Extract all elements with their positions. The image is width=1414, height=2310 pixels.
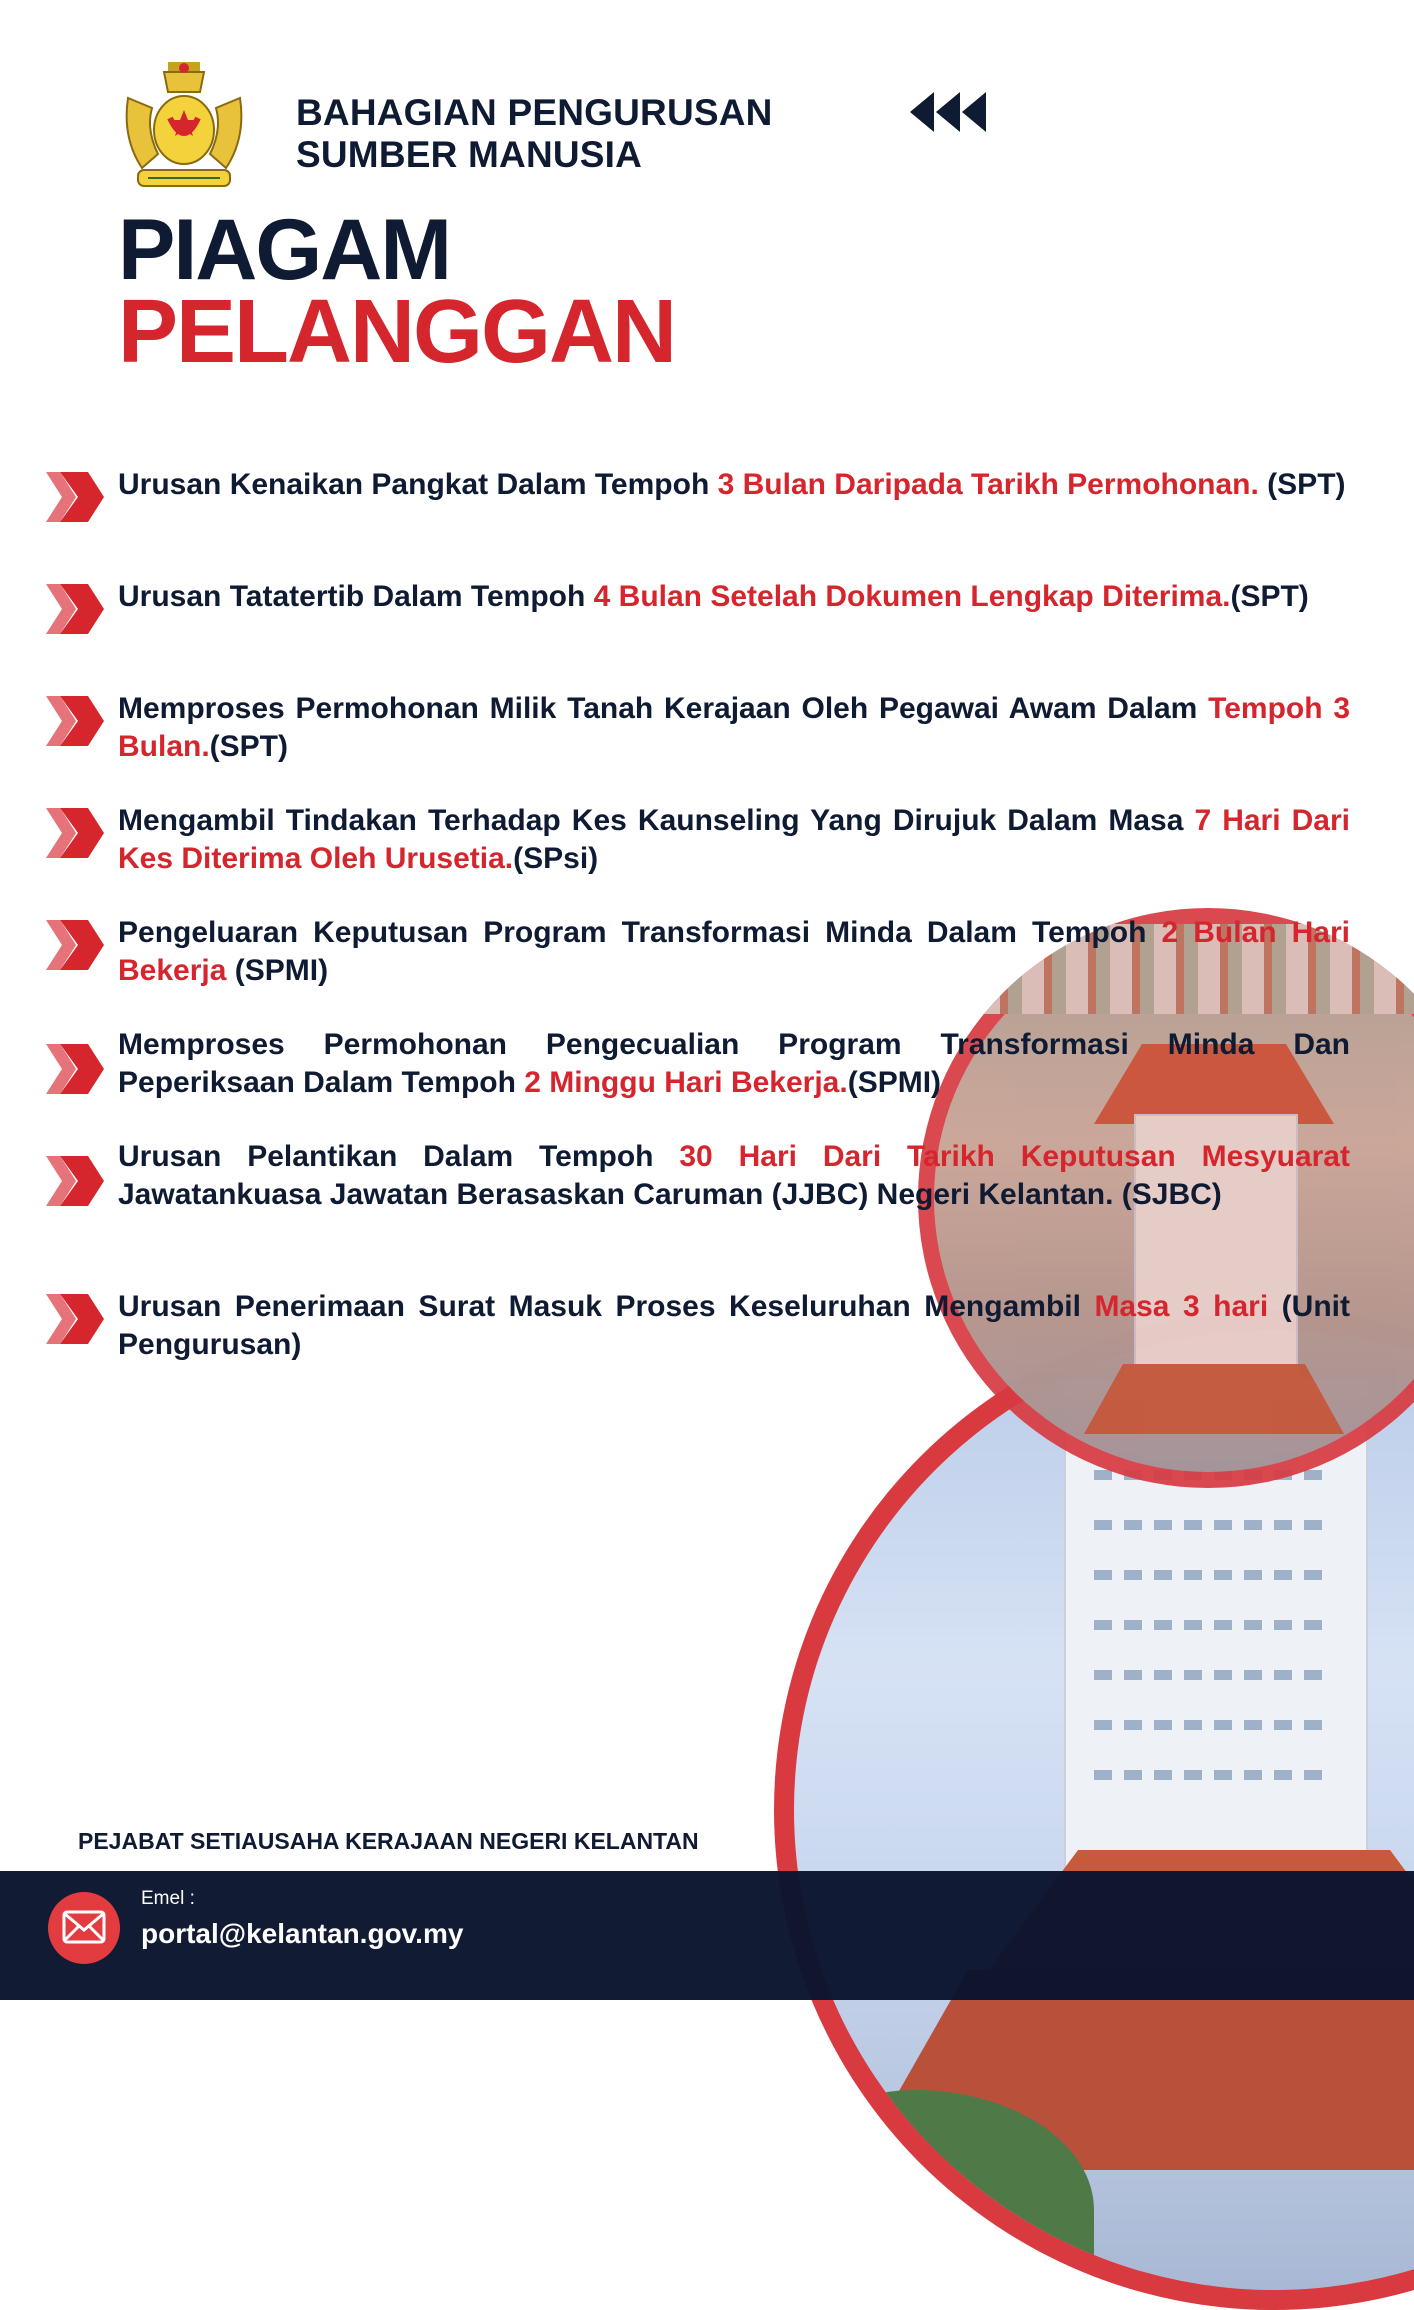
- list-item-text: [118, 1026, 1350, 1102]
- item-text-plain: Urusan Tatatertib Dalam Tempoh: [118, 580, 594, 613]
- item-text-unit: (SPT): [1230, 580, 1309, 613]
- item-text-highlight: 3 Bulan Daripada Tarikh Permohonan.: [717, 468, 1259, 501]
- triple-back-arrow-icon: [910, 92, 992, 132]
- item-text-plain: Pengeluaran Keputusan Program Transformasi Minda Dalam Tempoh: [118, 916, 1162, 949]
- item-text-unit: (SPsi): [513, 842, 599, 875]
- chevron-right-icon: [46, 472, 104, 522]
- item-text-highlight: Masa 3 hari: [1094, 1290, 1269, 1323]
- title-pelanggan: PELANGGAN: [118, 282, 676, 382]
- email-icon-circle: [48, 1892, 120, 1964]
- chevron-right-icon: [46, 1044, 104, 1094]
- department-line-1: BAHAGIAN PENGURUSAN: [296, 92, 773, 133]
- item-text-highlight: 2 Bulan Hari Bekerja: [118, 916, 1350, 987]
- state-crest-icon: [118, 58, 250, 196]
- chevron-right-icon: [46, 808, 104, 858]
- item-text-plain: Urusan Kenaikan Pangkat Dalam Tempoh: [118, 468, 718, 501]
- item-text-unit: (SPT): [1258, 468, 1346, 501]
- list-item-text: [118, 1288, 1350, 1364]
- email-label: Emel :: [141, 1888, 195, 1909]
- item-text-plain: Memproses Permohonan Pengecualian Program Transformasi Minda Dan Peperiksaan Dalam Tempoh: [118, 1028, 1350, 1099]
- item-text-unit: (SPMI): [847, 1066, 942, 1099]
- list-item-text: [118, 466, 1350, 504]
- chevron-right-icon: [46, 584, 104, 634]
- item-text-highlight: 7 Hari Dari Kes Diterima Oleh Urusetia.: [118, 804, 1350, 875]
- chevron-right-icon: [46, 1294, 104, 1344]
- item-text-highlight: 30 Hari Dari Tarikh Keputusan Mesyuarat: [679, 1140, 1350, 1173]
- list-item-text: [118, 802, 1350, 878]
- title-piagam: PIAGAM: [118, 202, 450, 298]
- item-text-unit: (SPT): [209, 730, 288, 763]
- department-name: [296, 92, 773, 176]
- item-text-highlight: 4 Bulan Setelah Dokumen Lengkap Diterima.: [593, 580, 1231, 613]
- item-text-plain: Memproses Permohonan Milik Tanah Kerajaan Oleh Pegawai Awam Dalam: [118, 692, 1209, 725]
- chevron-right-icon: [46, 1156, 104, 1206]
- list-item-text: [118, 578, 1350, 616]
- item-text-plain: Mengambil Tindakan Terhadap Kes Kaunseling Yang Dirujuk Dalam Masa: [118, 804, 1195, 837]
- email-link[interactable]: portal@kelantan.gov.my: [141, 1918, 464, 1949]
- item-text-unit: Jawatankuasa Jawatan Berasaskan Caruman (JJBC) Negeri Kelantan. (SJBC): [118, 1178, 1222, 1211]
- department-line-2: SUMBER MANUSIA: [296, 134, 643, 175]
- list-item-text: [118, 1138, 1350, 1214]
- chevron-right-icon: [46, 696, 104, 746]
- item-text-highlight: Tempoh 3 Bulan.: [118, 692, 1351, 763]
- office-name: PEJABAT SETIAUSAHA KERAJAAN NEGERI KELANTAN: [78, 1828, 699, 1854]
- list-item-text: [118, 690, 1350, 766]
- chevron-right-icon: [46, 920, 104, 970]
- item-text-unit: (Unit Pengurusan): [118, 1290, 1350, 1361]
- item-text-plain: Urusan Pelantikan Dalam Tempoh: [118, 1140, 680, 1173]
- item-text-highlight: 2 Minggu Hari Bekerja.: [524, 1066, 848, 1099]
- envelope-icon: [62, 1910, 106, 1944]
- item-text-plain: Urusan Penerimaan Surat Masuk Proses Keseluruhan Mengambil: [118, 1290, 1095, 1323]
- item-text-unit: (SPMI): [226, 954, 329, 987]
- list-item-text: [118, 914, 1350, 990]
